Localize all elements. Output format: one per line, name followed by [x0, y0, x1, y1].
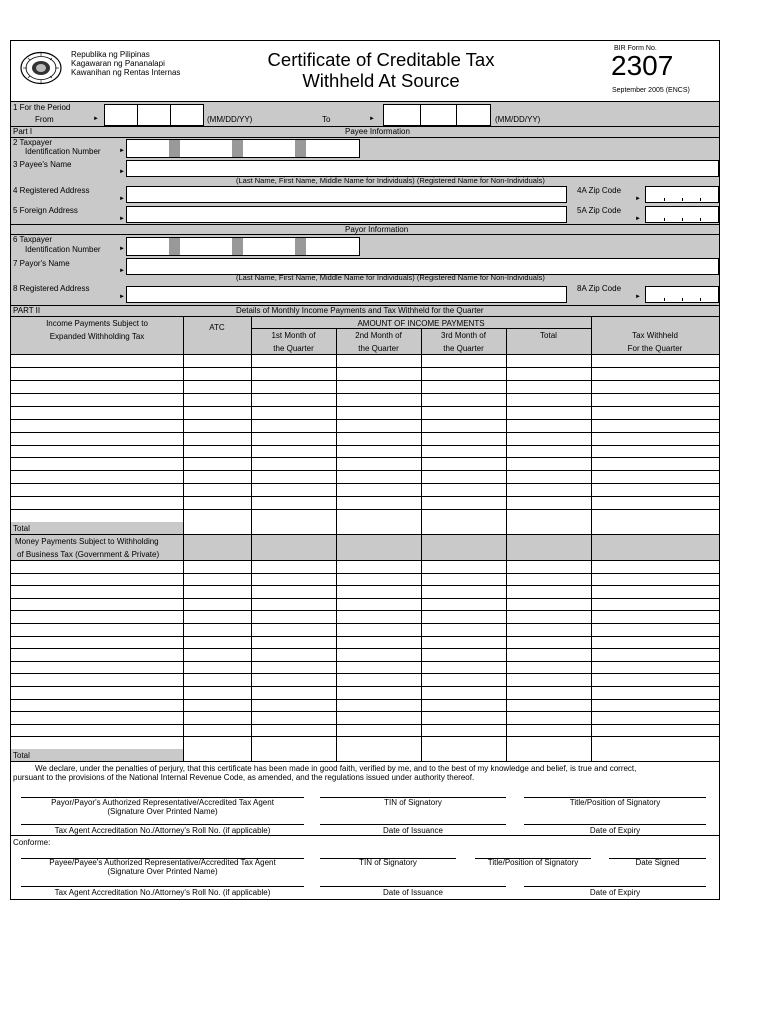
table-row-line	[11, 636, 719, 637]
money-label-1: Money Payments Subject to Withholding	[15, 537, 159, 546]
payor-signature-label: Payor/Payor's Authorized Representative/Accredited Tax Agent	[51, 798, 274, 807]
arrow-icon: ►	[119, 294, 125, 300]
declaration-line-2: pursuant to the provisions of the National Internal Revenue Code, as amended, and the regulations issued under authority thereof.	[13, 773, 475, 782]
payee-signature-sub: (Signature Over Printed Name)	[107, 867, 218, 876]
tick-mark	[664, 298, 665, 301]
table-row-line	[11, 711, 719, 712]
to-label: To	[322, 115, 331, 124]
payor-tin-field[interactable]	[126, 237, 360, 256]
total-row-1	[11, 522, 183, 534]
bir-form-2307	[10, 40, 720, 900]
table-row-line	[11, 648, 719, 649]
bir-seal-logo	[19, 51, 63, 85]
payee-accreditation: Tax Agent Accreditation No./Attorney's Roll No. (if applicable)	[54, 888, 271, 897]
table-row-line	[11, 419, 719, 420]
conforme-label: Conforme:	[13, 838, 51, 847]
table-row-line	[11, 724, 719, 725]
arrow-icon: ►	[119, 196, 125, 202]
table-row-line	[11, 470, 719, 471]
col-month3-1: 3rd Month of	[441, 331, 486, 340]
table-row-line	[11, 585, 719, 586]
col-tax-withheld-1: Tax Withheld	[632, 331, 678, 340]
tick-mark	[700, 198, 701, 201]
payee-name-field[interactable]	[126, 160, 719, 177]
money-label-2: of Business Tax (Government & Private)	[17, 550, 160, 559]
payor-tin-signatory: TIN of Signatory	[384, 798, 442, 807]
col-atc: ATC	[209, 323, 225, 332]
table-row-line	[11, 367, 719, 368]
from-date-format: (MM/DD/YY)	[207, 115, 253, 124]
payor-address-field[interactable]	[126, 286, 567, 303]
arrow-icon: ►	[119, 169, 125, 175]
tick-mark	[700, 298, 701, 301]
foreign-address-label: 5 Foreign Address	[13, 206, 78, 215]
declaration-line-1: We declare, under the penalties of perjury, that this certificate has been made in good faith, verified by me, and to the best of my knowledge and belief, is true and correct,	[35, 764, 637, 773]
table-row-line	[11, 432, 719, 433]
col-month3-2: the Quarter	[443, 344, 484, 353]
from-label: From	[35, 115, 54, 124]
form-title-line-2: Withheld At Source	[302, 70, 460, 91]
table-row-line	[11, 483, 719, 484]
table-row-line	[11, 573, 719, 574]
arrow-icon: ►	[119, 246, 125, 252]
payee-address-field[interactable]	[126, 186, 567, 203]
total-label-2: Total	[13, 751, 30, 760]
foreign-address-field[interactable]	[126, 206, 567, 223]
tick-mark	[682, 298, 683, 301]
zip-5a-field[interactable]	[645, 206, 719, 223]
table-row-line	[11, 496, 719, 497]
payor-address-label: 8 Registered Address	[13, 284, 90, 293]
arrow-icon: ►	[635, 216, 641, 222]
payor-date-expiry: Date of Expiry	[589, 826, 641, 835]
from-date-field[interactable]	[104, 104, 204, 126]
part2-label: PART II	[13, 306, 41, 315]
arrow-icon: ►	[119, 148, 125, 154]
payor-date-issuance: Date of Issuance	[382, 826, 444, 835]
tick-mark	[664, 198, 665, 201]
table-row-line	[11, 393, 719, 394]
payee-name-label: 3 Payee's Name	[13, 160, 72, 169]
payor-tin-label-1: 6 Taxpayer	[13, 235, 52, 244]
tick-mark	[682, 198, 683, 201]
registered-address-label: 4 Registered Address	[13, 186, 90, 195]
col-month2-1: 2nd Month of	[355, 331, 402, 340]
col-month1-2: the Quarter	[273, 344, 314, 353]
payee-tin-signatory: TIN of Signatory	[359, 858, 417, 867]
arrow-icon: ►	[635, 196, 641, 202]
tick-mark	[682, 218, 683, 221]
part2-heading: Details of Monthly Income Payments and Tax Withheld for the Quarter	[236, 306, 484, 315]
arrow-icon: ►	[369, 116, 375, 122]
payor-tin-label-2: Identification Number	[25, 245, 101, 254]
table-row-line	[11, 509, 719, 510]
arrow-icon: ►	[119, 216, 125, 222]
payor-name-hint: (Last Name, First Name, Middle Name for Individuals) (Registered Name for Non-Individuals)	[236, 273, 545, 282]
arrow-icon: ►	[635, 294, 641, 300]
payor-accreditation: Tax Agent Accreditation No./Attorney's Roll No. (if applicable)	[54, 826, 271, 835]
table-row-line	[11, 686, 719, 687]
tin-label-2: Identification Number	[25, 147, 101, 156]
form-number: 2307	[611, 50, 674, 81]
payee-heading: Payee Information	[345, 127, 410, 136]
payor-name-label: 7 Payor's Name	[13, 259, 70, 268]
table-row-line	[11, 598, 719, 599]
table-row-line	[11, 673, 719, 674]
agency-line-1: Republika ng Pilipinas	[71, 50, 150, 59]
zip-8a-label: 8A Zip Code	[577, 284, 622, 293]
table-row-line	[11, 699, 719, 700]
table-row-line	[11, 623, 719, 624]
table-row-line	[11, 661, 719, 662]
payee-name-hint: (Last Name, First Name, Middle Name for Individuals) (Registered Name for Non-Individuals)	[236, 176, 545, 185]
period-label: 1 For the Period	[13, 103, 71, 112]
col-income-1: Income Payments Subject to	[46, 319, 148, 328]
col-month2-2: the Quarter	[358, 344, 399, 353]
payor-signature-sub: (Signature Over Printed Name)	[107, 807, 218, 816]
amount-heading: AMOUNT OF INCOME PAYMENTS	[357, 319, 485, 328]
tick-mark	[664, 218, 665, 221]
to-date-field[interactable]	[383, 104, 491, 126]
table-row-line	[11, 406, 719, 407]
table-row-line	[11, 445, 719, 446]
arrow-icon: ►	[119, 268, 125, 274]
col-total: Total	[540, 331, 557, 340]
table-row-line	[11, 380, 719, 381]
to-date-format: (MM/DD/YY)	[495, 115, 541, 124]
tick-mark	[700, 218, 701, 221]
payor-title-signatory: Title/Position of Signatory	[569, 798, 661, 807]
col-tax-withheld-2: For the Quarter	[627, 344, 683, 353]
agency-line-2: Kagawaran ng Pananalapi	[71, 59, 165, 68]
table-row-line	[11, 610, 719, 611]
form-title-line-1: Certificate of Creditable Tax	[267, 49, 495, 70]
table-row-line	[11, 736, 719, 737]
zip-4a-field[interactable]	[645, 186, 719, 203]
table-row-line	[11, 457, 719, 458]
part1-label: Part I	[13, 127, 33, 136]
zip-4a-label: 4A Zip Code	[577, 186, 622, 195]
payee-tin-field[interactable]	[126, 139, 360, 158]
payee-date-signed: Date Signed	[635, 858, 680, 867]
payor-heading: Payor Information	[345, 225, 409, 234]
col-month1-1: 1st Month of	[271, 331, 316, 340]
total-row-2	[11, 749, 183, 761]
total-label-1: Total	[13, 524, 30, 533]
payee-signature-label: Payee/Payee's Authorized Representative/Accredited Tax Agent	[49, 858, 276, 867]
payee-date-expiry: Date of Expiry	[589, 888, 641, 897]
zip-5a-label: 5A Zip Code	[577, 206, 622, 215]
tin-label-1: 2 Taxpayer	[13, 138, 52, 147]
col-income-2: Expanded Withholding Tax	[49, 332, 145, 341]
arrow-icon: ►	[93, 116, 99, 122]
agency-line-3: Kawanihan ng Rentas Internas	[71, 68, 181, 77]
payee-date-issuance: Date of Issuance	[382, 888, 444, 897]
payee-title-signatory: Title/Position of Signatory	[487, 858, 579, 867]
zip-8a-field[interactable]	[645, 286, 719, 303]
form-label: BIR Form No.	[614, 45, 657, 52]
form-version: September 2005 (ENCS)	[612, 87, 690, 94]
